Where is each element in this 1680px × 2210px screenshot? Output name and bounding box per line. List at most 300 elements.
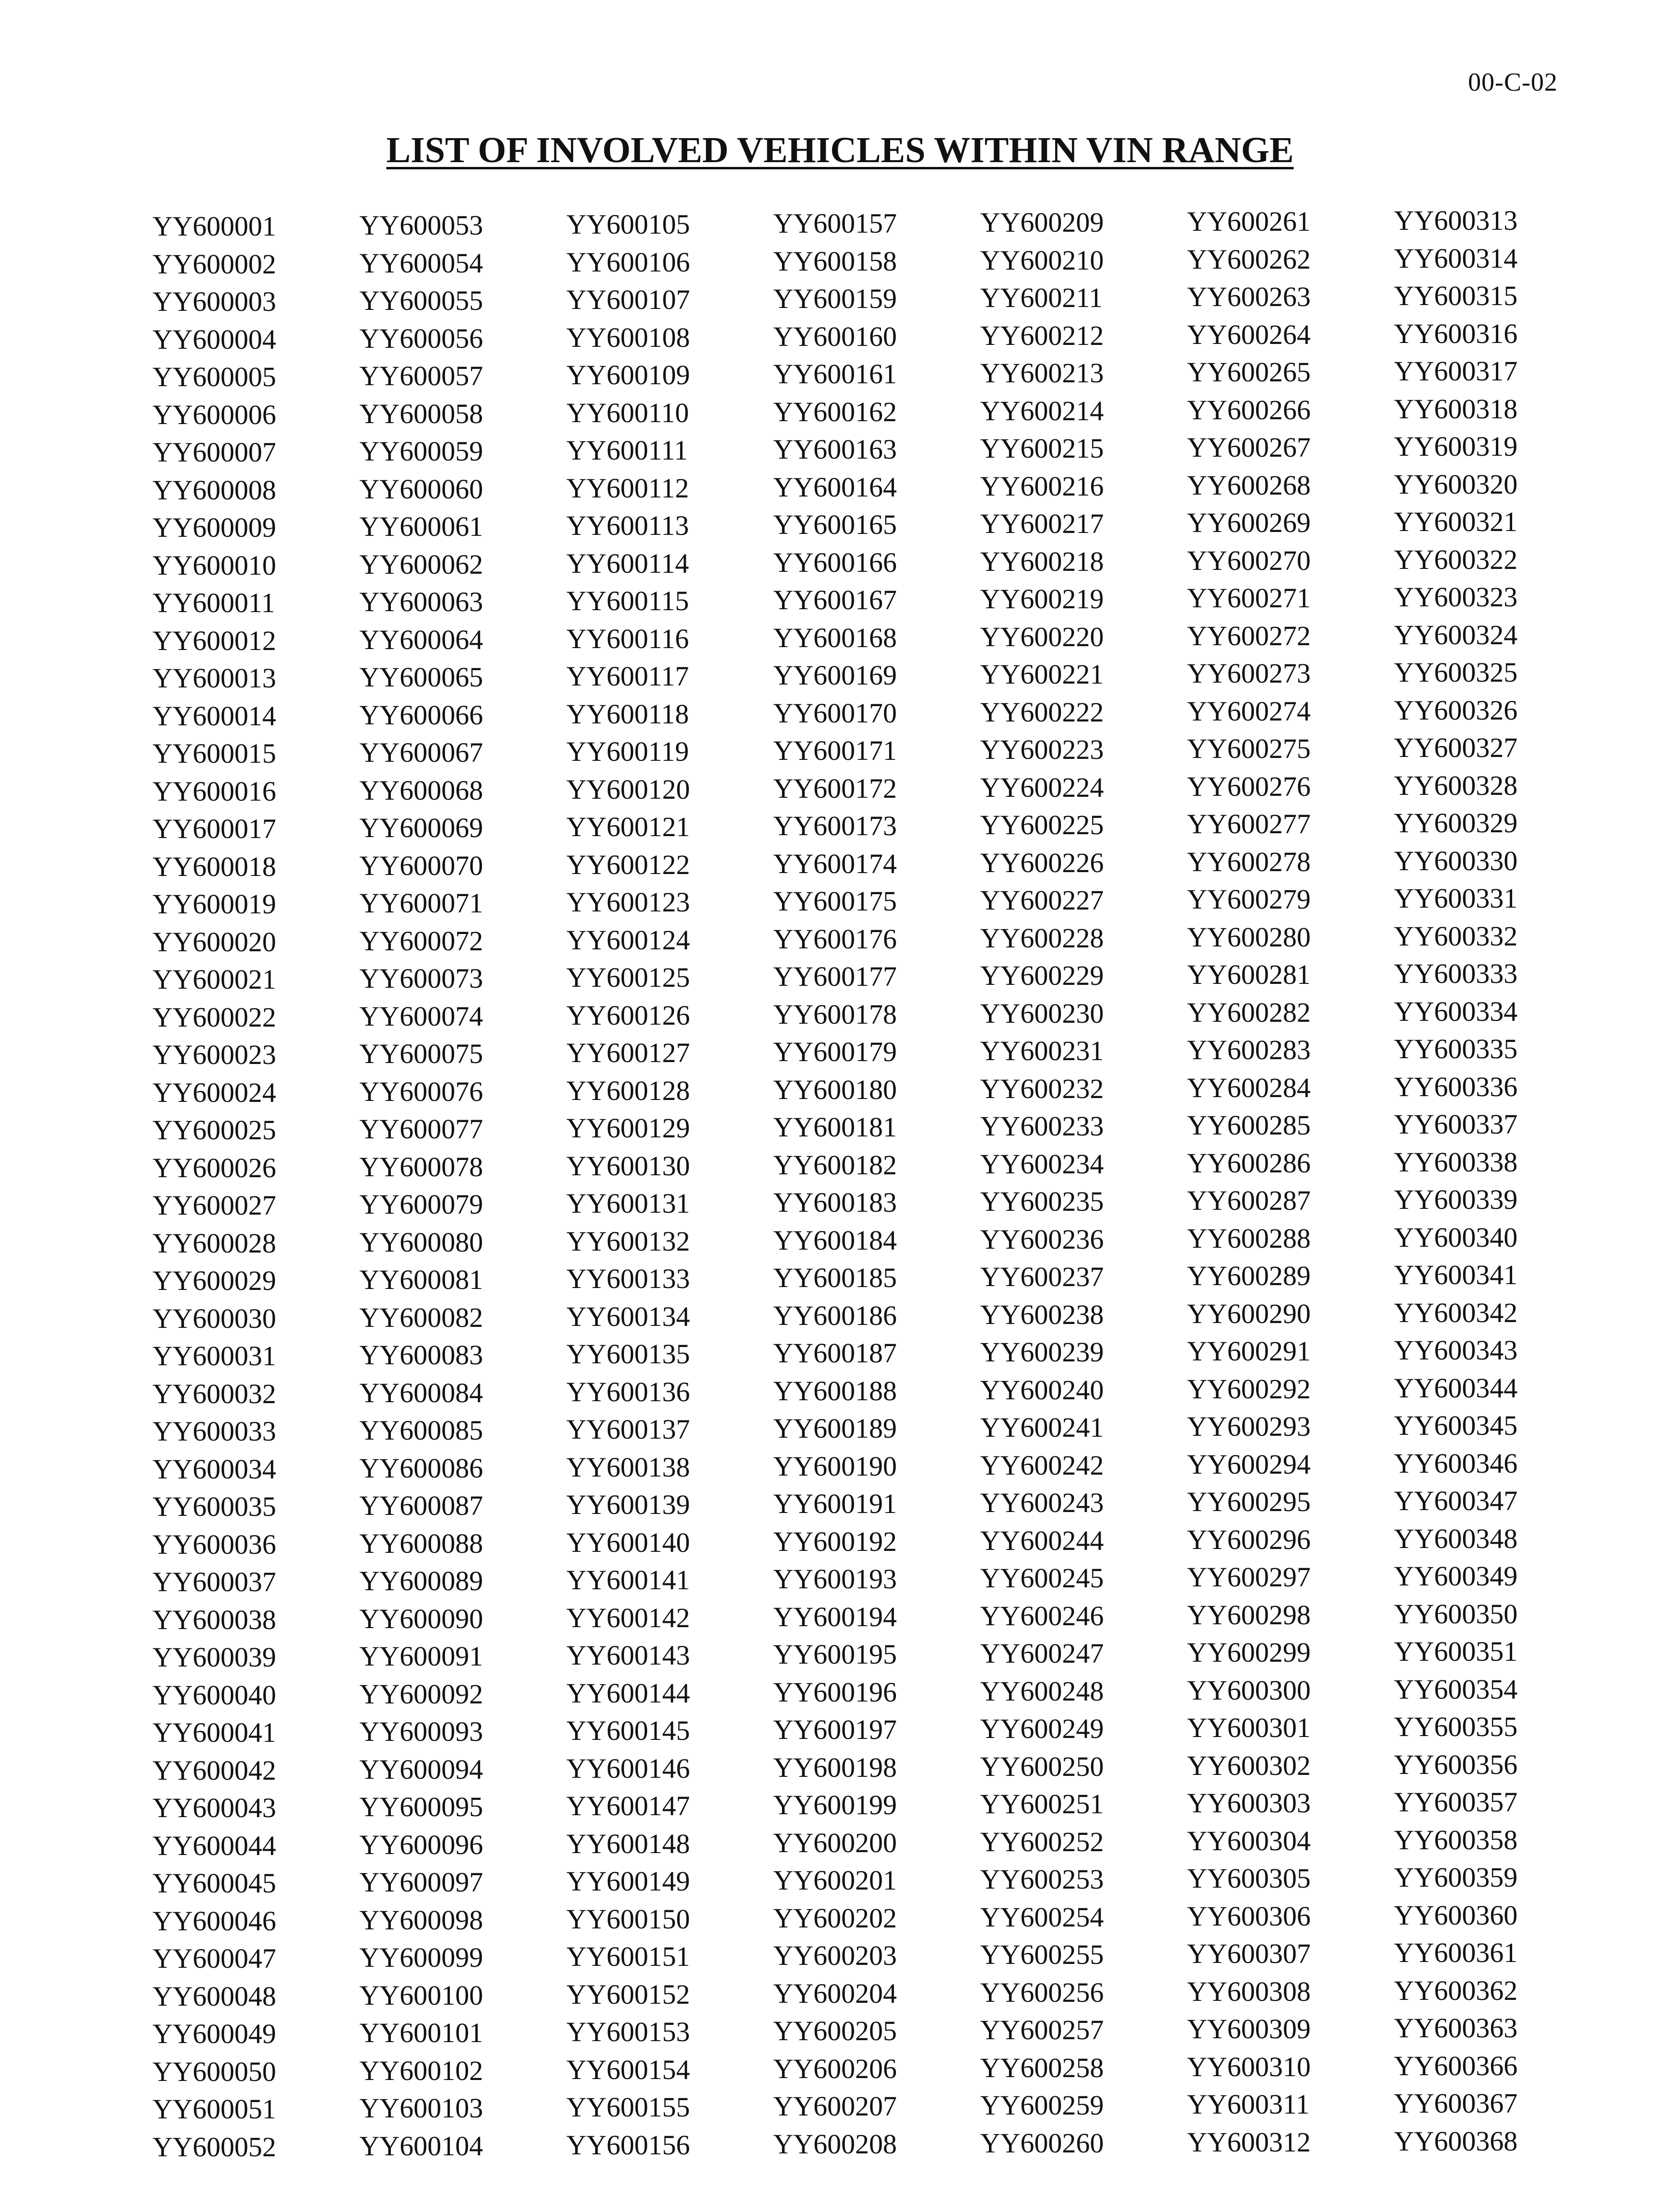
vin-entry: YY600080 xyxy=(359,1226,483,1258)
vin-entry: YY600285 xyxy=(1187,1110,1311,1141)
vin-entry: YY600112 xyxy=(566,472,689,504)
vin-entry: YY600173 xyxy=(773,810,897,841)
vin-entry: YY600028 xyxy=(153,1227,276,1259)
vin-entry: YY600266 xyxy=(1187,394,1311,425)
vin-entry: YY600118 xyxy=(566,698,689,730)
vin-entry: YY600216 xyxy=(980,470,1104,502)
vin-entry: YY600341 xyxy=(1394,1259,1518,1290)
vin-entry: YY600113 xyxy=(566,510,689,541)
vin-entry: YY600165 xyxy=(773,509,897,540)
vin-entry: YY600283 xyxy=(1187,1034,1311,1065)
vin-entry: YY600286 xyxy=(1187,1147,1311,1179)
vin-entry: YY600026 xyxy=(153,1152,276,1183)
vin-entry: YY600084 xyxy=(359,1377,483,1408)
vin-entry: YY600316 xyxy=(1394,318,1518,349)
vin-entry: YY600133 xyxy=(566,1263,690,1294)
vin-entry: YY600275 xyxy=(1187,733,1311,764)
vin-entry: YY600090 xyxy=(359,1603,483,1634)
vin-entry: YY600235 xyxy=(980,1186,1104,1217)
vin-entry: YY600185 xyxy=(773,1262,897,1293)
vin-entry: YY600139 xyxy=(566,1489,690,1520)
vin-entry: YY600197 xyxy=(773,1714,897,1745)
vin-entry: YY600213 xyxy=(980,357,1104,389)
vin-entry: YY600238 xyxy=(980,1299,1104,1330)
vin-column xyxy=(566,206,773,2161)
vin-entry: YY600168 xyxy=(773,622,897,653)
vin-entry: YY600053 xyxy=(359,210,483,241)
vin-entry: YY600127 xyxy=(566,1037,690,1068)
vin-entry: YY600308 xyxy=(1187,1975,1311,2007)
vin-entry: YY600134 xyxy=(566,1300,690,1332)
vin-entry: YY600358 xyxy=(1394,1824,1518,1855)
vin-entry: YY600303 xyxy=(1187,1787,1311,1819)
vin-entry: YY600062 xyxy=(359,548,483,580)
vin-entry: YY600251 xyxy=(980,1788,1104,1820)
vin-entry: YY600314 xyxy=(1394,242,1518,274)
vin-entry: YY600329 xyxy=(1394,807,1518,839)
vin-entry: YY600069 xyxy=(359,812,483,843)
vin-entry: YY600153 xyxy=(566,2016,690,2047)
vin-entry: YY600236 xyxy=(980,1223,1104,1255)
vin-entry: YY600211 xyxy=(980,282,1103,313)
vin-entry: YY600306 xyxy=(1187,1900,1311,1932)
vin-entry: YY600171 xyxy=(773,735,897,766)
vin-entry: YY600350 xyxy=(1394,1598,1518,1630)
vin-entry: YY600239 xyxy=(980,1336,1104,1368)
vin-entry: YY600351 xyxy=(1394,1636,1518,1667)
vin-entry: YY600281 xyxy=(1187,959,1311,990)
vin-entry: YY600086 xyxy=(359,1452,483,1484)
vin-entry: YY600147 xyxy=(566,1790,690,1821)
vin-entry: YY600079 xyxy=(359,1189,483,1220)
vin-entry: YY600024 xyxy=(153,1076,276,1108)
vin-entry: YY600247 xyxy=(980,1638,1104,1669)
vin-entry: YY600357 xyxy=(1394,1786,1518,1818)
vin-entry: YY600037 xyxy=(153,1566,276,1597)
vin-entry: YY600156 xyxy=(566,2129,690,2161)
vin-entry: YY600125 xyxy=(566,962,690,993)
vin-entry: YY600100 xyxy=(359,1979,483,2011)
vin-entry: YY600187 xyxy=(773,1337,897,1369)
vin-entry: YY600313 xyxy=(1394,205,1518,236)
vin-entry: YY600073 xyxy=(359,963,483,994)
vin-entry: YY600366 xyxy=(1394,2050,1518,2081)
vin-entry: YY600241 xyxy=(980,1412,1104,1443)
vin-entry: YY600184 xyxy=(773,1224,897,1256)
vin-entry: YY600143 xyxy=(566,1640,690,1671)
vin-entry: YY600225 xyxy=(980,809,1104,840)
vin-entry: YY600148 xyxy=(566,1828,690,1859)
vin-entry: YY600131 xyxy=(566,1188,690,1219)
vin-entry: YY600277 xyxy=(1187,808,1311,839)
vin-entry: YY600186 xyxy=(773,1300,897,1331)
vin-entry: YY600006 xyxy=(153,399,276,430)
vin-entry: YY600212 xyxy=(980,319,1104,351)
vin-entry: YY600284 xyxy=(1187,1072,1311,1103)
vin-entry: YY600076 xyxy=(359,1075,483,1107)
vin-entry: YY600097 xyxy=(359,1867,483,1898)
vin-entry: YY600043 xyxy=(153,1792,276,1823)
vin-entry: YY600297 xyxy=(1187,1561,1311,1593)
vin-entry: YY600227 xyxy=(980,885,1104,916)
vin-entry: YY600232 xyxy=(980,1073,1104,1104)
vin-entry: YY600367 xyxy=(1394,2088,1518,2119)
vin-entry: YY600031 xyxy=(153,1340,276,1371)
vin-entry: YY600290 xyxy=(1187,1298,1311,1329)
vin-entry: YY600020 xyxy=(153,926,276,957)
vin-entry: YY600072 xyxy=(359,925,483,957)
vin-entry: YY600288 xyxy=(1187,1222,1311,1254)
vin-entry: YY600325 xyxy=(1394,657,1518,688)
vin-column xyxy=(153,208,359,2163)
vin-entry: YY600262 xyxy=(1187,243,1311,275)
vin-entry: YY600035 xyxy=(153,1491,276,1522)
vin-entry: YY600198 xyxy=(773,1751,897,1783)
vin-entry: YY600305 xyxy=(1187,1863,1311,1894)
vin-entry: YY600307 xyxy=(1187,1938,1311,1969)
vin-entry: YY600003 xyxy=(153,286,276,317)
vin-entry: YY600202 xyxy=(773,1902,897,1934)
vin-entry: YY600010 xyxy=(153,549,276,581)
vin-entry: YY600263 xyxy=(1187,281,1311,312)
vin-entry: YY600058 xyxy=(359,398,483,429)
vin-entry: YY600082 xyxy=(359,1301,483,1333)
vin-entry: YY600064 xyxy=(359,624,483,655)
vin-entry: YY600250 xyxy=(980,1750,1104,1782)
vin-entry: YY600348 xyxy=(1394,1523,1518,1554)
vin-entry: YY600331 xyxy=(1394,883,1518,914)
vin-entry: YY600299 xyxy=(1187,1637,1311,1668)
vin-entry: YY600169 xyxy=(773,660,897,691)
vin-entry: YY600269 xyxy=(1187,507,1311,538)
vin-entry: YY600105 xyxy=(566,209,690,240)
vin-entry: YY600260 xyxy=(980,2127,1104,2159)
vin-entry: YY600294 xyxy=(1187,1448,1311,1480)
vin-entry: YY600149 xyxy=(566,1866,690,1897)
vin-entry: YY600295 xyxy=(1187,1486,1311,1517)
vin-entry: YY600234 xyxy=(980,1148,1104,1180)
vin-entry: YY600177 xyxy=(773,961,897,992)
vin-entry: YY600320 xyxy=(1394,468,1518,500)
vin-entry: YY600085 xyxy=(359,1415,483,1446)
vin-entry: YY600318 xyxy=(1394,393,1518,425)
vin-entry: YY600196 xyxy=(773,1676,897,1708)
vin-entry: YY600180 xyxy=(773,1074,897,1105)
vin-entry: YY600359 xyxy=(1394,1862,1518,1893)
vin-entry: YY600176 xyxy=(773,923,897,955)
vin-entry: YY600017 xyxy=(153,813,276,844)
vin-entry: YY600289 xyxy=(1187,1260,1311,1291)
vin-column xyxy=(773,205,980,2160)
vin-entry: YY600052 xyxy=(153,2131,276,2163)
vin-entry: YY600099 xyxy=(359,1942,483,1973)
vin-entry: YY600108 xyxy=(566,321,690,353)
vin-entry: YY600223 xyxy=(980,734,1104,765)
vin-entry: YY600005 xyxy=(153,361,276,392)
vin-entry: YY600333 xyxy=(1394,958,1518,989)
vin-entry: YY600327 xyxy=(1394,732,1518,763)
vin-entry: YY600136 xyxy=(566,1376,690,1407)
vin-entry: YY600302 xyxy=(1187,1749,1311,1781)
vin-entry: YY600337 xyxy=(1394,1109,1518,1140)
vin-entry: YY600070 xyxy=(359,850,483,881)
vin-entry: YY600170 xyxy=(773,697,897,729)
vin-entry: YY600191 xyxy=(773,1488,897,1519)
vin-list xyxy=(153,204,1601,2163)
vin-entry: YY600140 xyxy=(566,1526,690,1558)
vin-entry: YY600104 xyxy=(359,2130,483,2162)
vin-entry: YY600002 xyxy=(153,248,276,280)
vin-entry: YY600293 xyxy=(1187,1411,1311,1442)
vin-entry: YY600060 xyxy=(359,473,483,505)
vin-entry: YY600363 xyxy=(1394,2012,1518,2044)
vin-entry: YY600025 xyxy=(153,1114,276,1146)
vin-entry: YY600243 xyxy=(980,1487,1104,1518)
vin-entry: YY600047 xyxy=(153,1943,276,1974)
vin-entry: YY600128 xyxy=(566,1075,690,1106)
vin-entry: YY600159 xyxy=(773,283,897,314)
vin-entry: YY600059 xyxy=(359,436,483,467)
vin-entry: YY600279 xyxy=(1187,884,1311,915)
vin-entry: YY600261 xyxy=(1187,206,1311,237)
vin-entry: YY600107 xyxy=(566,284,690,315)
vin-entry: YY600049 xyxy=(153,2018,276,2049)
vin-entry: YY600319 xyxy=(1394,431,1518,462)
vin-entry: YY600121 xyxy=(566,811,690,842)
vin-entry: YY600094 xyxy=(359,1753,483,1785)
vin-entry: YY600015 xyxy=(153,738,276,769)
vin-entry: YY600051 xyxy=(153,2093,276,2125)
vin-entry: YY600300 xyxy=(1187,1674,1311,1706)
vin-entry: YY600199 xyxy=(773,1789,897,1820)
vin-entry: YY600343 xyxy=(1394,1335,1518,1366)
vin-entry: YY600023 xyxy=(153,1039,276,1070)
vin-entry: YY600027 xyxy=(153,1190,276,1221)
vin-entry: YY600065 xyxy=(359,662,483,693)
vin-entry: YY600257 xyxy=(980,2014,1104,2045)
vin-entry: YY600264 xyxy=(1187,319,1311,350)
vin-entry: YY600102 xyxy=(359,2055,483,2086)
vin-entry: YY600244 xyxy=(980,1525,1104,1556)
vin-entry: YY600326 xyxy=(1394,694,1518,726)
vin-entry: YY600042 xyxy=(153,1754,276,1786)
vin-entry: YY600095 xyxy=(359,1791,483,1822)
vin-entry: YY600253 xyxy=(980,1864,1104,1895)
vin-entry: YY600129 xyxy=(566,1112,690,1144)
vin-entry: YY600203 xyxy=(773,1940,897,1971)
vin-entry: YY600347 xyxy=(1394,1485,1518,1516)
vin-entry: YY600111 xyxy=(566,435,688,466)
vin-entry: YY600126 xyxy=(566,999,690,1031)
vin-entry: YY600092 xyxy=(359,1678,483,1710)
vin-entry: YY600083 xyxy=(359,1339,483,1371)
vin-entry: YY600183 xyxy=(773,1187,897,1218)
vin-entry: YY600061 xyxy=(359,511,483,542)
vin-entry: YY600242 xyxy=(980,1449,1104,1481)
vin-entry: YY600278 xyxy=(1187,846,1311,877)
vin-entry: YY600219 xyxy=(980,583,1104,615)
vin-entry: YY600013 xyxy=(153,662,276,694)
vin-entry: YY600056 xyxy=(359,322,483,354)
vin-entry: YY600103 xyxy=(359,2092,483,2124)
vin-entry: YY600344 xyxy=(1394,1372,1518,1404)
vin-entry: YY600021 xyxy=(153,964,276,995)
vin-entry: YY600207 xyxy=(773,2091,897,2122)
vin-entry: YY600137 xyxy=(566,1414,690,1445)
vin-entry: YY600146 xyxy=(566,1752,690,1784)
vin-entry: YY600323 xyxy=(1394,581,1518,613)
vin-entry: YY600230 xyxy=(980,997,1104,1029)
vin-entry: YY600330 xyxy=(1394,845,1518,876)
vin-entry: YY600001 xyxy=(153,211,276,242)
vin-entry: YY600194 xyxy=(773,1601,897,1632)
vin-entry: YY600336 xyxy=(1394,1071,1518,1102)
vin-entry: YY600215 xyxy=(980,433,1104,464)
vin-entry: YY600226 xyxy=(980,847,1104,878)
vin-entry: YY600074 xyxy=(359,1000,483,1032)
vin-entry: YY600161 xyxy=(773,358,897,390)
vin-column xyxy=(1394,202,1601,2157)
vin-entry: YY600274 xyxy=(1187,695,1311,727)
vin-entry: YY600009 xyxy=(153,512,276,543)
vin-entry: YY600276 xyxy=(1187,770,1311,802)
vin-entry: YY600122 xyxy=(566,849,690,880)
vin-entry: YY600222 xyxy=(980,696,1104,728)
vin-entry: YY600164 xyxy=(773,471,897,503)
vin-entry: YY600334 xyxy=(1394,995,1518,1027)
vin-entry: YY600189 xyxy=(773,1413,897,1444)
vin-entry: YY600345 xyxy=(1394,1410,1518,1441)
vin-entry: YY600091 xyxy=(359,1641,483,1672)
vin-entry: YY600135 xyxy=(566,1338,690,1370)
vin-entry: YY600101 xyxy=(359,2017,483,2048)
vin-entry: YY600220 xyxy=(980,621,1104,652)
vin-entry: YY600114 xyxy=(566,547,689,579)
vin-entry: YY600055 xyxy=(359,285,483,316)
vin-entry: YY600291 xyxy=(1187,1335,1311,1367)
vin-entry: YY600246 xyxy=(980,1600,1104,1631)
vin-entry: YY600029 xyxy=(153,1265,276,1296)
vin-entry: YY600229 xyxy=(980,960,1104,991)
vin-entry: YY600206 xyxy=(773,2053,897,2084)
vin-entry: YY600041 xyxy=(153,1717,276,1748)
vin-entry: YY600033 xyxy=(153,1416,276,1447)
vin-entry: YY600040 xyxy=(153,1679,276,1711)
vin-entry: YY600355 xyxy=(1394,1711,1518,1742)
vin-entry: YY600011 xyxy=(153,587,275,618)
vin-entry: YY600259 xyxy=(980,2090,1104,2121)
vin-entry: YY600315 xyxy=(1394,280,1518,311)
vin-entry: YY600322 xyxy=(1394,544,1518,575)
vin-entry: YY600224 xyxy=(980,771,1104,803)
vin-entry: YY600116 xyxy=(566,623,689,654)
vin-entry: YY600228 xyxy=(980,922,1104,954)
vin-entry: YY600231 xyxy=(980,1035,1104,1066)
vin-entry: YY600166 xyxy=(773,546,897,578)
vin-entry: YY600150 xyxy=(566,1903,690,1935)
vin-entry: YY600152 xyxy=(566,1978,690,2010)
vin-entry: YY600163 xyxy=(773,434,897,465)
vin-entry: YY600190 xyxy=(773,1450,897,1482)
vin-entry: YY600258 xyxy=(980,2052,1104,2083)
vin-entry: YY600268 xyxy=(1187,469,1311,501)
vin-entry: YY600106 xyxy=(566,246,690,278)
vin-entry: YY600057 xyxy=(359,360,483,391)
vin-entry: YY600240 xyxy=(980,1374,1104,1406)
vin-entry: YY600335 xyxy=(1394,1033,1518,1064)
vin-entry: YY600098 xyxy=(359,1904,483,1936)
vin-entry: YY600309 xyxy=(1187,2013,1311,2045)
vin-entry: YY600301 xyxy=(1187,1712,1311,1743)
document-id: 00-C-02 xyxy=(1468,68,1558,96)
vin-entry: YY600360 xyxy=(1394,1899,1518,1931)
vin-entry: YY600075 xyxy=(359,1038,483,1069)
vin-entry: YY600339 xyxy=(1394,1184,1518,1215)
vin-entry: YY600081 xyxy=(359,1264,483,1295)
vin-entry: YY600273 xyxy=(1187,658,1311,689)
vin-entry: YY600368 xyxy=(1394,2125,1518,2157)
vin-entry: YY600142 xyxy=(566,1602,690,1633)
vin-entry: YY600022 xyxy=(153,1001,276,1033)
vin-entry: YY600267 xyxy=(1187,432,1311,463)
vin-entry: YY600354 xyxy=(1394,1673,1518,1705)
vin-entry: YY600298 xyxy=(1187,1599,1311,1631)
vin-entry: YY600036 xyxy=(153,1528,276,1560)
vin-entry: YY600312 xyxy=(1187,2126,1311,2158)
vin-entry: YY600245 xyxy=(980,1562,1104,1594)
vin-entry: YY600039 xyxy=(153,1642,276,1673)
vin-entry: YY600218 xyxy=(980,545,1104,577)
vin-entry: YY600124 xyxy=(566,924,690,956)
vin-entry: YY600324 xyxy=(1394,619,1518,650)
vin-entry: YY600012 xyxy=(153,625,276,656)
vin-entry: YY600046 xyxy=(153,1905,276,1937)
vin-entry: YY600087 xyxy=(359,1490,483,1521)
vin-entry: YY600282 xyxy=(1187,996,1311,1028)
vin-entry: YY600050 xyxy=(153,2056,276,2087)
vin-entry: YY600014 xyxy=(153,700,276,732)
vin-entry: YY600088 xyxy=(359,1527,483,1559)
vin-entry: YY600054 xyxy=(359,247,483,279)
vin-entry: YY600361 xyxy=(1394,1937,1518,1968)
vin-column xyxy=(980,204,1187,2159)
vin-entry: YY600252 xyxy=(980,1826,1104,1857)
vin-entry: YY600310 xyxy=(1187,2051,1311,2082)
vin-entry: YY600007 xyxy=(153,437,276,468)
vin-entry: YY600287 xyxy=(1187,1185,1311,1216)
vin-entry: YY600077 xyxy=(359,1113,483,1145)
vin-entry: YY600179 xyxy=(773,1036,897,1067)
vin-entry: YY600217 xyxy=(980,508,1104,539)
vin-entry: YY600342 xyxy=(1394,1297,1518,1328)
vin-entry: YY600132 xyxy=(566,1225,690,1257)
vin-entry: YY600340 xyxy=(1394,1221,1518,1253)
vin-entry: YY600030 xyxy=(153,1302,276,1334)
vin-entry: YY600338 xyxy=(1394,1146,1518,1178)
vin-entry: YY600332 xyxy=(1394,920,1518,952)
vin-column xyxy=(1187,203,1394,2158)
vin-entry: YY600167 xyxy=(773,584,897,615)
vin-entry: YY600038 xyxy=(153,1604,276,1635)
vin-entry: YY600154 xyxy=(566,2054,690,2085)
vin-entry: YY600349 xyxy=(1394,1560,1518,1592)
vin-entry: YY600272 xyxy=(1187,620,1311,651)
vin-entry: YY600110 xyxy=(566,397,689,428)
vin-entry: YY600270 xyxy=(1187,544,1311,576)
vin-entry: YY600208 xyxy=(773,2128,897,2160)
vin-entry: YY600109 xyxy=(566,359,690,390)
vin-entry: YY600068 xyxy=(359,774,483,806)
